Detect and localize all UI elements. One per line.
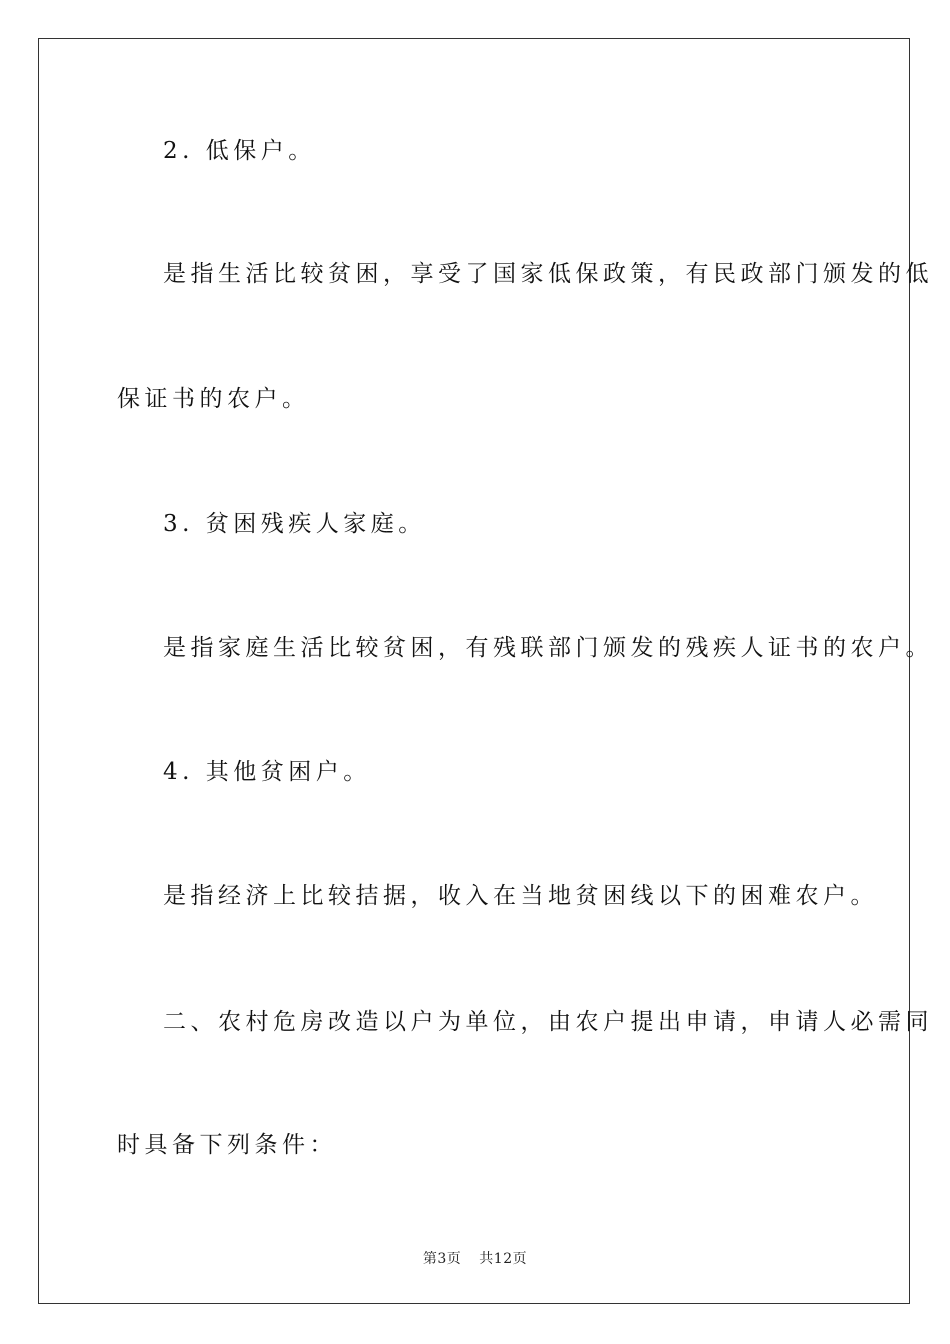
page-border	[38, 38, 910, 1304]
paragraph-line: 时具备下列条件：	[117, 1132, 337, 1158]
paragraph-line: 保证书的农户。	[117, 386, 310, 412]
page-number: 第3页	[422, 1251, 462, 1267]
paragraph-line: 是指生活比较贫困，享受了国家低保政策，有民政部门颁发的低	[163, 261, 933, 287]
heading-item-2: 2. 低保户。	[163, 138, 316, 164]
page-footer	[0, 1248, 950, 1268]
heading-item-3: 3. 贫困残疾人家庭。	[163, 511, 426, 537]
section-heading: 二、农村危房改造以户为单位，由农户提出申请，申请人必需同	[163, 1009, 933, 1035]
paragraph-line: 是指经济上比较拮据，收入在当地贫困线以下的困难农户。	[163, 883, 878, 909]
paragraph-line: 是指家庭生活比较贫困，有残联部门颁发的残疾人证书的农户。	[163, 635, 933, 661]
page-total: 共12页	[479, 1251, 528, 1267]
heading-item-4: 4. 其他贫困户。	[163, 759, 371, 785]
